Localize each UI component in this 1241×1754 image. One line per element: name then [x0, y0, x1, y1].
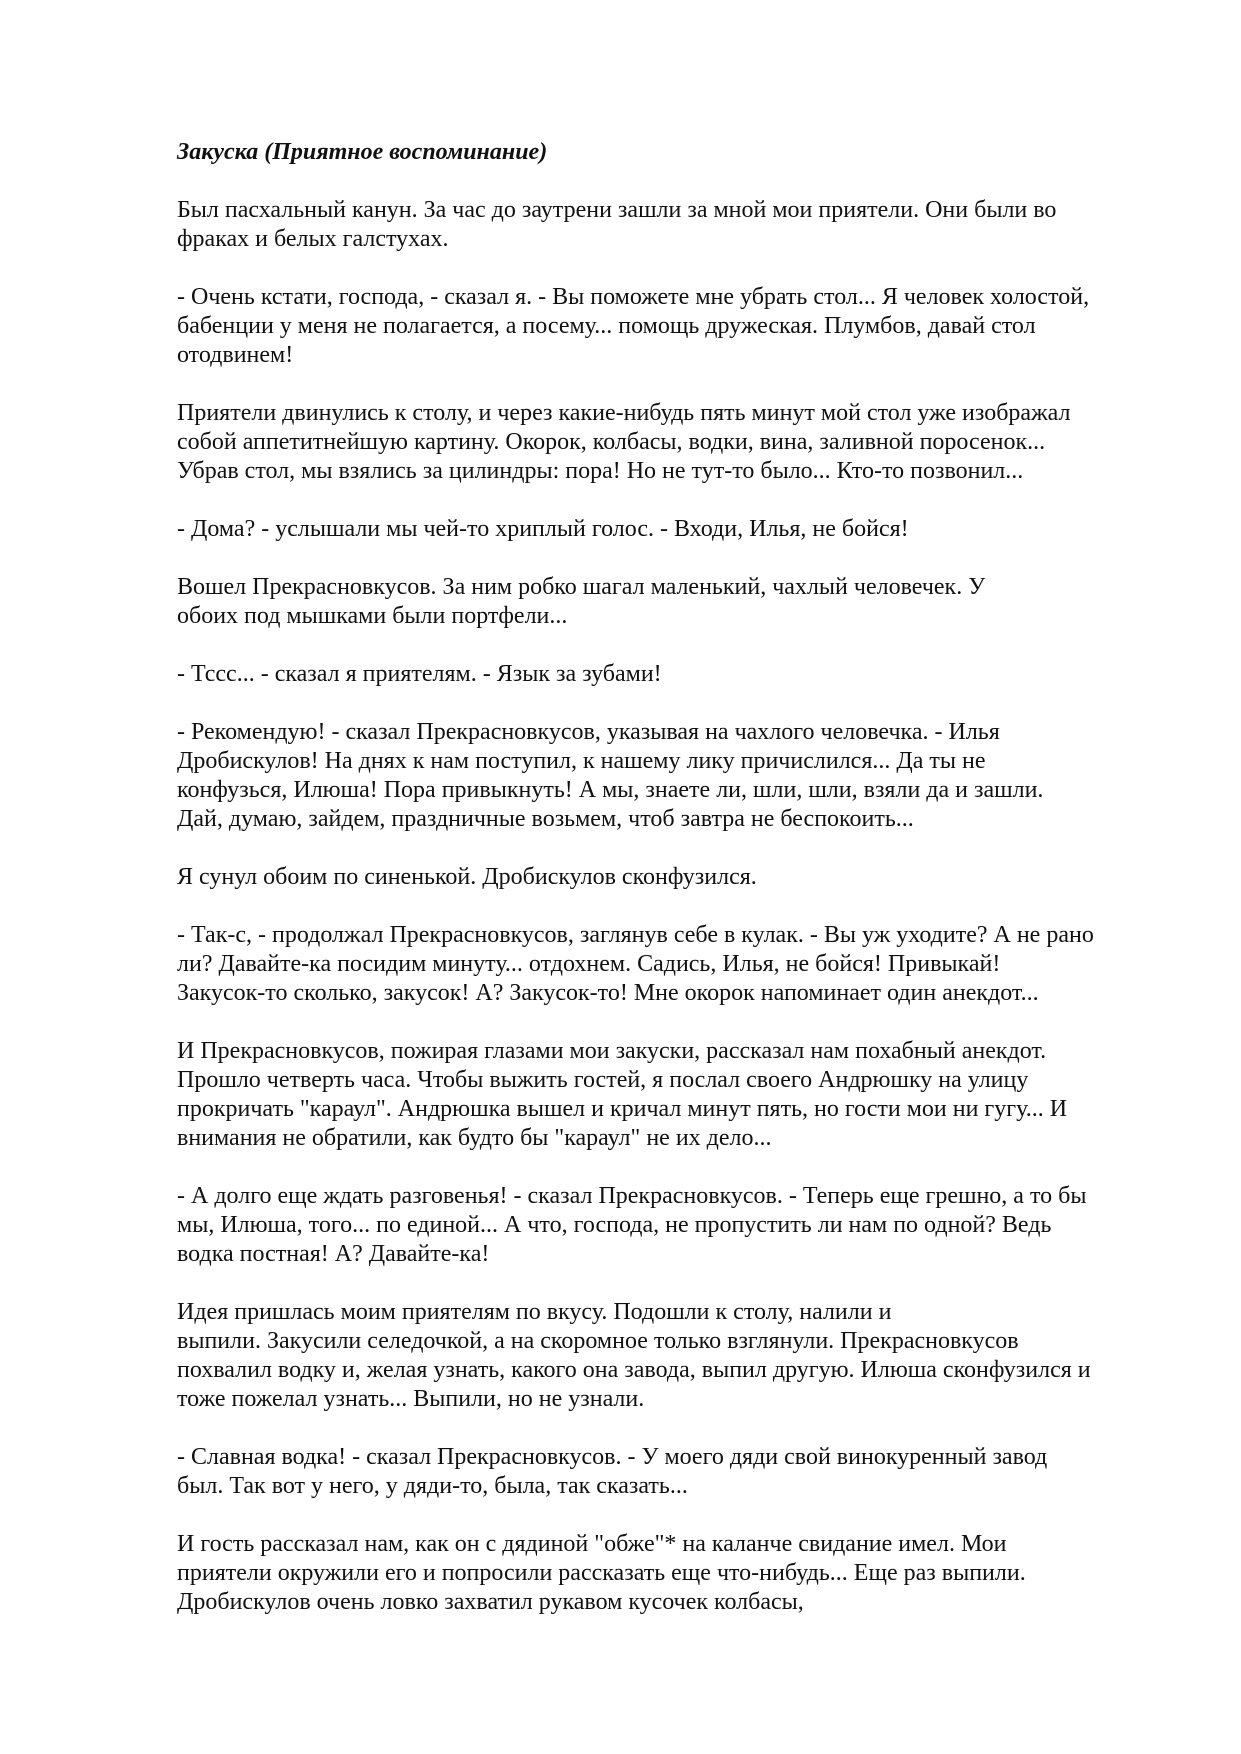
text-line: И Прекрасновкусов, пожирая глазами мои закуски, рассказал нам похабный анекдот.: [177, 1038, 1047, 1064]
paragraph: [177, 399, 1157, 486]
text-line: - Так-с, - продолжал Прекрасновкусов, заглянув себе в кулак. - Вы уж уходите? А не рано: [177, 922, 1094, 948]
paragraph: [177, 573, 1157, 631]
text-line: Я сунул обоим по синенькой. Дробискулов сконфузился.: [177, 864, 757, 890]
text-line: бабенции у меня не полагается, а посему... помощь дружеская. Плумбов, давай стол: [177, 313, 1036, 339]
paragraph: [177, 921, 1157, 1008]
text-line: - Рекомендую! - сказал Прекрасновкусов, указывая на чахлого человечка. - Илья: [177, 719, 1000, 745]
paragraph: [177, 196, 1157, 254]
paragraph: [177, 515, 1157, 544]
text-line: - Дома? - услышали мы чей-то хриплый голос. - Входи, Илья, не бойся!: [177, 516, 909, 542]
text-line: мы, Илюша, того... по единой... А что, господа, не пропустить ли нам по одной? Ведь: [177, 1212, 1052, 1238]
text-line: приятели окружили его и попросили рассказать еще что-нибудь... Еще раз выпили.: [177, 1560, 1026, 1586]
document-body: [177, 138, 1157, 1646]
paragraph: [177, 1530, 1157, 1617]
paragraph: [177, 1298, 1157, 1414]
text-line: - Очень кстати, господа, - сказал я. - Вы поможете мне убрать стол... Я человек холостой,: [177, 284, 1090, 310]
text-line: ли? Давайте-ка посидим минуту... отдохнем. Садись, Илья, не бойся! Привыкай!: [177, 951, 1001, 977]
text-line: Был пасхальный канун. За час до заутрени зашли за мной мои приятели. Они были во: [177, 197, 1057, 223]
text-line: внимания не обратили, как будто бы "караул" не их дело...: [177, 1125, 772, 1151]
text-line: Дай, думаю, зайдем, праздничные возьмем, чтоб завтра не беспокоить...: [177, 806, 914, 832]
text-line: похвалил водку и, желая узнать, какого она завода, выпил другую. Илюша сконфузился и: [177, 1357, 1091, 1383]
text-line: отодвинем!: [177, 342, 294, 368]
text-line: Дробискулов! На днях к нам поступил, к нашему лику причислился... Да ты не: [177, 748, 986, 774]
text-line: обоих под мышками были портфели...: [177, 603, 568, 629]
text-line: тоже пожелал узнать... Выпили, но не узнали.: [177, 1386, 645, 1412]
text-line: был. Так вот у него, у дяди-то, была, так сказать...: [177, 1473, 688, 1499]
text-line: Закусок-то сколько, закусок! А? Закусок-то! Мне окорок напоминает один анекдот...: [177, 980, 1039, 1006]
text-line: конфузься, Илюша! Пора привыкнуть! А мы, знаете ли, шли, шли, взяли да и зашли.: [177, 777, 1044, 803]
text-line: собой аппетитнейшую картину. Окорок, колбасы, водки, вина, заливной поросенок...: [177, 429, 1046, 455]
paragraph: [177, 863, 1157, 892]
text-line: Убрав стол, мы взялись за цилиндры: пора! Но не тут-то было... Кто-то позвонил...: [177, 458, 1024, 484]
text-line: Идея пришлась моим приятелям по вкусу. Подошли к столу, налили и: [177, 1299, 892, 1325]
text-line: И гость рассказал нам, как он с дядиной "обже"* на каланче свидание имел. Мои: [177, 1531, 1007, 1557]
text-line: - Тссс... - сказал я приятелям. - Язык за зубами!: [177, 661, 662, 687]
document-title: Закуска (Приятное воспоминание): [177, 139, 548, 165]
text-line: фраках и белых галстухах.: [177, 226, 449, 252]
text-line: выпили. Закусили селедочкой, а на скоромное только взглянули. Прекрасновкусов: [177, 1328, 1019, 1354]
text-line: Приятели двинулись к столу, и через какие-нибудь пять минут мой стол уже изображал: [177, 400, 1071, 426]
text-line: Дробискулов очень ловко захватил рукавом кусочек колбасы,: [177, 1589, 804, 1615]
paragraph: [177, 718, 1157, 834]
text-line: прокричать "караул". Андрюшка вышел и кричал минут пять, но гости мои ни гугу... И: [177, 1096, 1068, 1122]
paragraph: [177, 1037, 1157, 1153]
paragraph: [177, 1182, 1157, 1269]
text-line: Прошло четверть часа. Чтобы выжить гостей, я послал своего Андрюшку на улицу: [177, 1067, 1029, 1093]
paragraph: [177, 283, 1157, 370]
text-line: - А долго еще ждать разговенья! - сказал Прекрасновкусов. - Теперь еще грешно, а то бы: [177, 1183, 1087, 1209]
paragraph: [177, 660, 1157, 689]
paragraph: [177, 1443, 1157, 1501]
text-line: Вошел Прекрасновкусов. За ним робко шагал маленький, чахлый человечек. У: [177, 574, 986, 600]
text-line: водка постная! А? Давайте-ка!: [177, 1241, 490, 1267]
text-line: - Славная водка! - сказал Прекрасновкусов. - У моего дяди свой винокуренный завод: [177, 1444, 1048, 1470]
